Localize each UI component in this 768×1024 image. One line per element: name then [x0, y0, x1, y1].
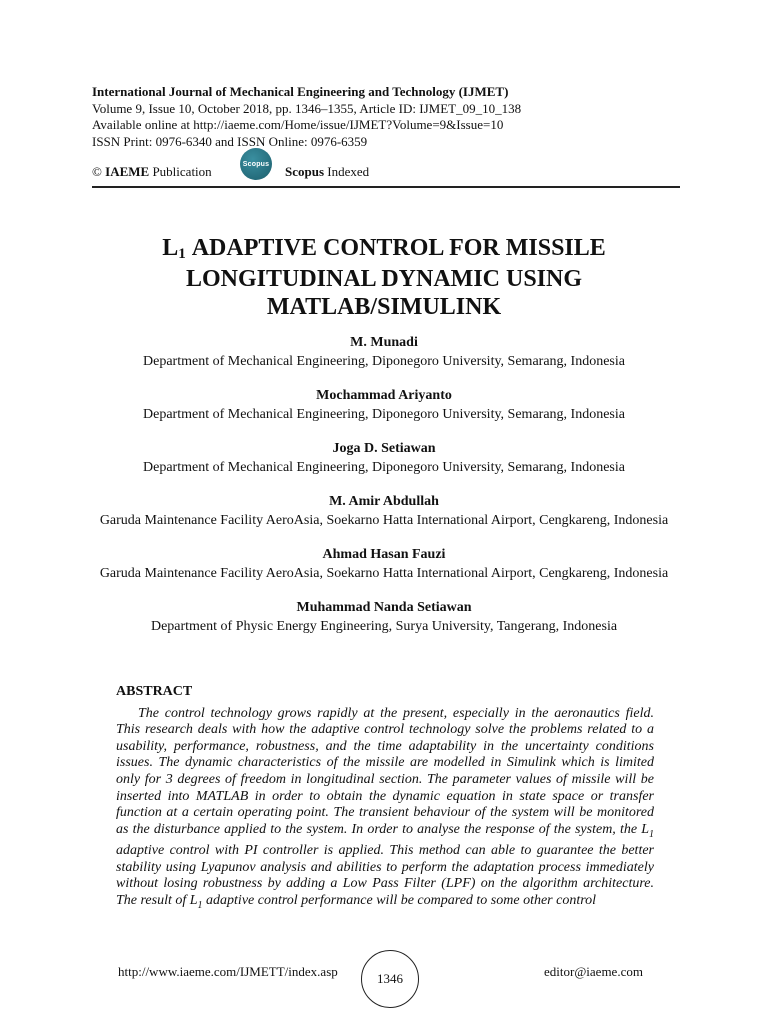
title-line-2: LONGITUDINAL DYNAMIC USING [185, 266, 583, 292]
publisher-row [92, 160, 682, 184]
author-affiliation: Department of Physic Energy Engineering, Surya University, Tangerang, Indonesia [150, 619, 618, 634]
title-subscript: 1 [178, 246, 186, 262]
author-affiliation: Department of Mechanical Engineering, Diponegoro University, Semarang, Indonesia [143, 354, 625, 369]
abstract-text-part-3: adaptive control performance will be compared to some other control [202, 892, 597, 908]
abstract-body [116, 706, 654, 915]
author-affiliation: Garuda Maintenance Facility AeroAsia, Soekarno Hatta International Airport, Cengkareng, Indonesia [99, 513, 669, 528]
abstract-text-part-1: The control technology grows rapidly at the present, especially in the aeronautics field. This research deals with how the adaptive control technology solve the problems related to a usability, performance, robustness, and the time adaptability in the uncertainty conditions issues. The dynamic characteristics of the missile are modelled in Simulink which is limited only for 3 degrees of freedom in longitudinal section. The parameter values of missile will be inserted into MATLAB in order to obtain the dynamic equation in state space or transfer function at a certain operating point. The transient behaviour of the system will be monitored as the disturbance applied to the system. In order to analyse the response of the system, the L [116, 705, 654, 837]
page-number: 1346 [361, 950, 419, 1008]
publisher-suffix: Publication [152, 164, 212, 179]
abstract-subscript-2: 1 [197, 899, 203, 911]
author-block [92, 440, 676, 476]
publisher-label [92, 164, 212, 180]
indexed-text: Indexed [327, 164, 370, 179]
title-line-1-text: ADAPTIVE CONTROL FOR MISSILE [191, 235, 606, 261]
title-line-1 [92, 234, 676, 265]
scopus-indexed-label [285, 164, 369, 180]
author-name: M. Amir Abdullah [329, 494, 439, 509]
author-block [92, 334, 676, 370]
footer-url-link[interactable]: http://www.iaeme.com/IJMETT/index.asp [118, 964, 338, 979]
volume-info: Volume 9, Issue 10, October 2018, pp. 1346–1355, Article ID: IJMET_09_10_138 [92, 100, 522, 116]
title-prefix: L [162, 235, 179, 261]
abstract-subscript-1: 1 [649, 828, 654, 840]
author-name: Muhammad Nanda Setiawan [296, 600, 472, 615]
title-line-3: MATLAB/SIMULINK [266, 294, 502, 320]
issn-info: ISSN Print: 0976-6340 and ISSN Online: 0976-6359 [92, 133, 368, 149]
header-divider [92, 186, 680, 188]
journal-header [92, 84, 682, 150]
author-block [92, 599, 676, 635]
copyright-symbol: © [92, 164, 102, 179]
author-name: Mochammad Ariyanto [316, 388, 452, 403]
publisher-name: IAEME [105, 164, 150, 179]
author-name: M. Munadi [350, 335, 418, 350]
footer-email-link[interactable]: editor@iaeme.com [544, 964, 643, 979]
abstract-heading: ABSTRACT [116, 684, 193, 699]
scopus-name: Scopus [285, 164, 325, 179]
author-name: Ahmad Hasan Fauzi [322, 547, 446, 562]
journal-name: International Journal of Mechanical Engineering and Technology (IJMET) [92, 84, 509, 99]
author-list [92, 334, 676, 652]
author-affiliation: Department of Mechanical Engineering, Diponegoro University, Semarang, Indonesia [143, 407, 625, 422]
abstract-text-part-2: adaptive control with PI controller is applied. This method can able to guarantee the better stability using Lyapunov analysis and abilities to perform the adaptation process immediately without losing robustness by adding a Low Pass Filter (LPF) on the algorithm architecture. The result of L [116, 843, 654, 908]
page-footer [0, 950, 768, 1000]
author-affiliation: Garuda Maintenance Facility AeroAsia, Soekarno Hatta International Airport, Cengkareng, Indonesia [99, 566, 669, 581]
author-name: Joga D. Setiawan [332, 441, 436, 456]
scopus-logo: Scopus [240, 148, 272, 180]
author-block [92, 493, 676, 529]
availability-info: Available online at http://iaeme.com/Home/issue/IJMET?Volume=9&Issue=10 [92, 117, 504, 132]
author-block [92, 546, 676, 582]
abstract-section [116, 684, 654, 914]
paper-title [92, 234, 676, 321]
author-affiliation: Department of Mechanical Engineering, Diponegoro University, Semarang, Indonesia [143, 460, 625, 475]
author-block [92, 387, 676, 423]
